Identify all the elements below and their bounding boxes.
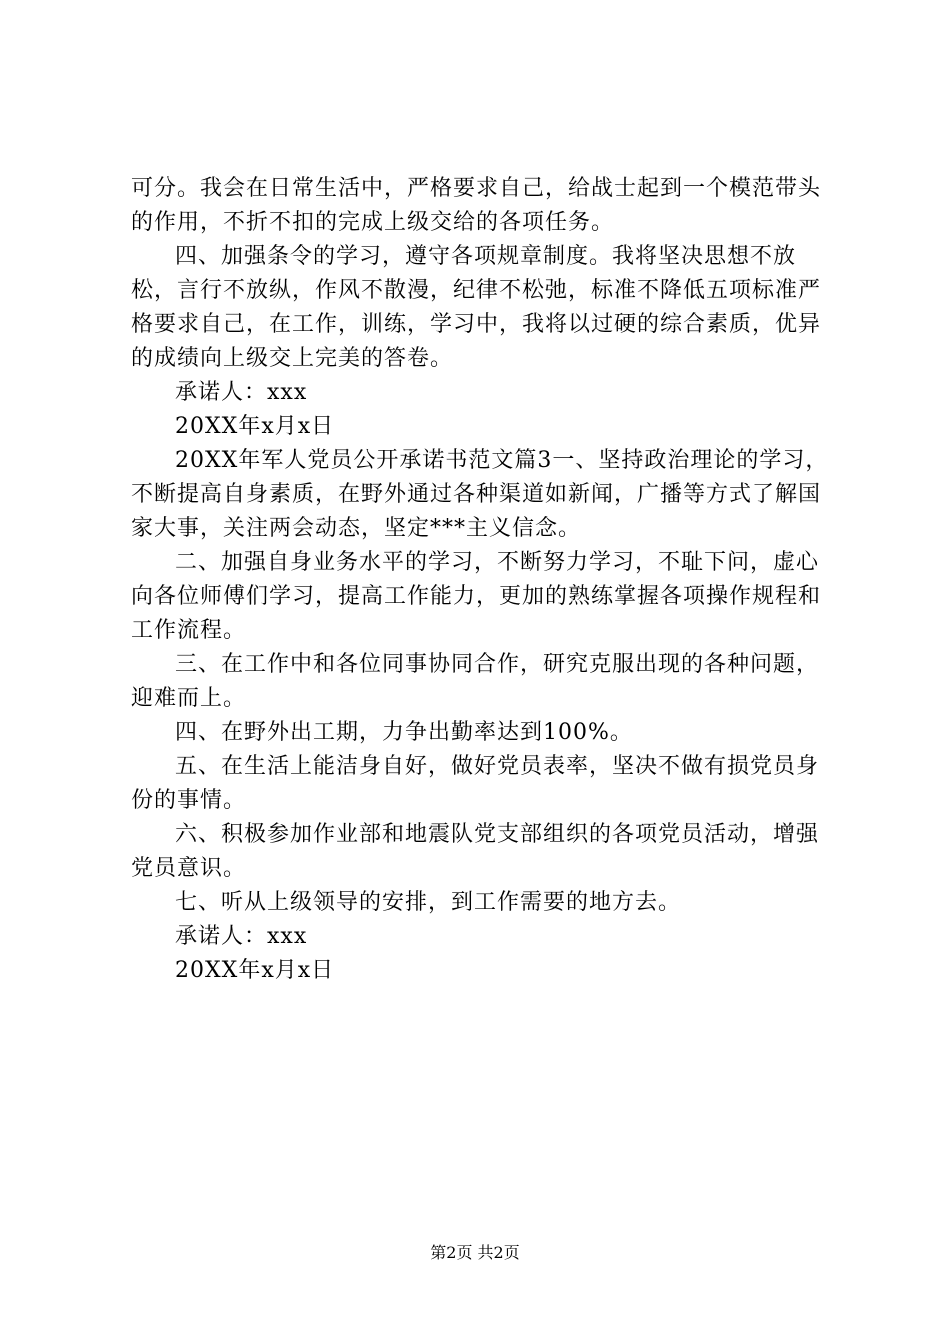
paragraph: 可分。我会在日常生活中，严格要求自己，给战士起到一个模范带头的作用，不折不扣的完成上级交给的各项任务。	[131, 176, 822, 235]
paragraph: 七、听从上级领导的安排，到工作需要的地方去。	[175, 890, 682, 915]
paragraph: 四、加强条令的学习，遵守各项规章制度。我将坚决思想不放松，言行不放纵，作风不散漫，纪律不松弛，标准不降低五项标准严格要求自己，在工作，训练，学习中，我将以过硬的综合素质，优异的成绩向上级交上完美的答卷。	[131, 244, 822, 371]
paragraph: 四、在野外出工期，力争出勤率达到100%。	[175, 720, 633, 745]
paragraph: 六、积极参加作业部和地震队党支部组织的各项党员活动，增强党员意识。	[131, 822, 820, 881]
paragraph: 五、在生活上能洁身自好，做好党员表率，坚决不做有损党员身份的事情。	[131, 754, 820, 813]
paragraph: 20XX年军人党员公开承诺书范文篇3一、坚持政治理论的学习，不断提高自身素质，在野外通过各种渠道如新闻，广播等方式了解国家大事，关注两会动态，坚定***主义信念。	[131, 448, 829, 541]
signature-line: 承诺人：xxx	[175, 924, 308, 949]
document-body	[131, 172, 835, 988]
date-line: 20XX年x月x日	[175, 958, 335, 983]
paragraph: 二、加强自身业务水平的学习，不断努力学习，不耻下问，虚心向各位师傅们学习，提高工作能力，更加的熟练掌握各项操作规程和工作流程。	[131, 550, 822, 643]
signature-line: 承诺人：xxx	[175, 380, 308, 405]
page-number-footer: 第2页 共2页	[430, 1243, 520, 1262]
date-line: 20XX年x月x日	[175, 414, 335, 439]
paragraph: 三、在工作中和各位同事协同合作，研究克服出现的各种问题，迎难而上。	[131, 652, 820, 711]
